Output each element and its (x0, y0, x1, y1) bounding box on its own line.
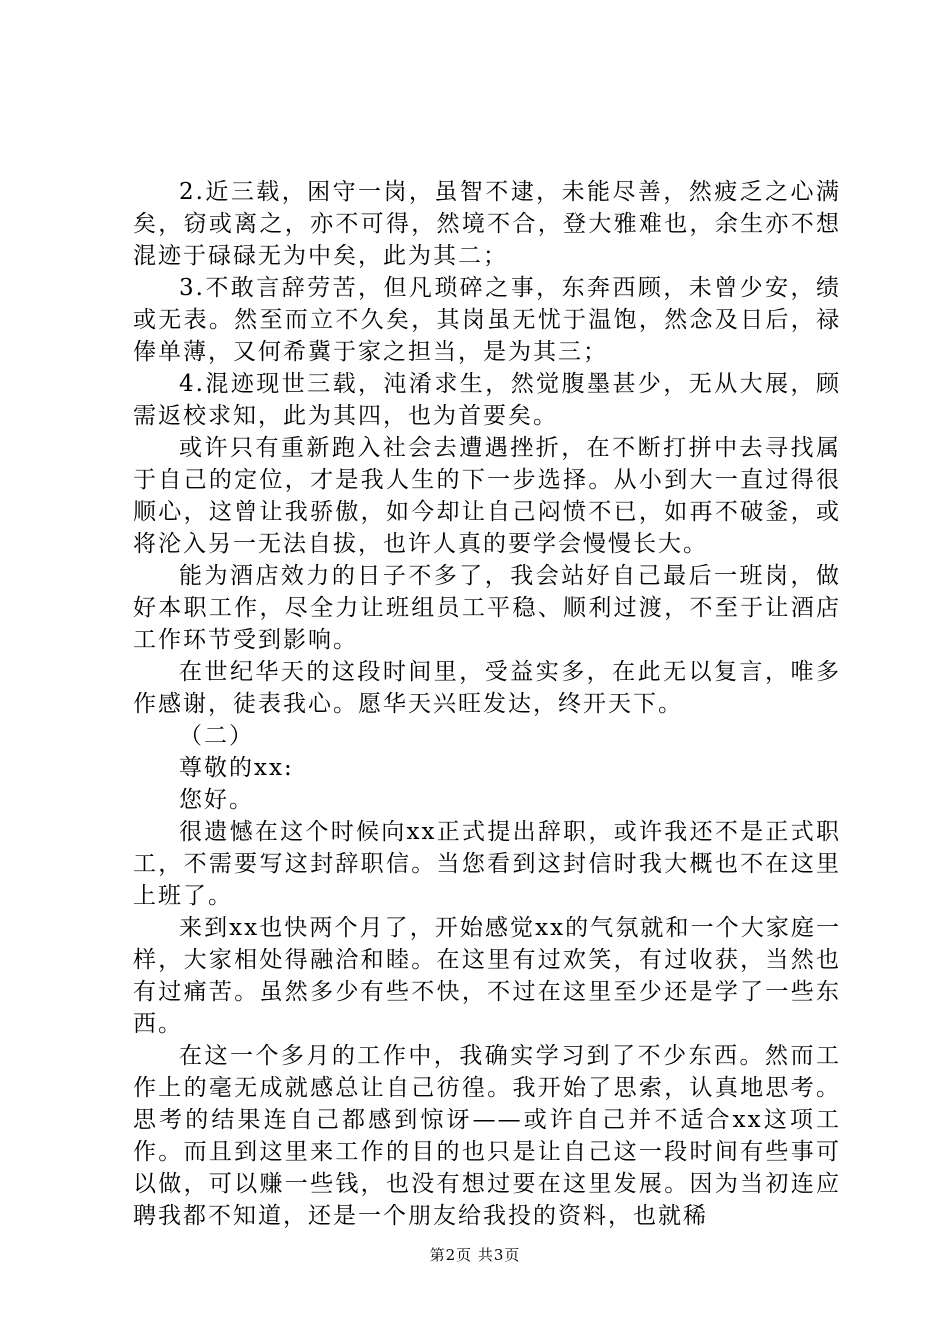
paragraph-resignation: 很遗憾在这个时候向xx正式提出辞职，或许我还不是正式职工，不需要写这封辞职信。当您看到这封信时我大概也不在这里上班了。 (133, 819, 841, 909)
letter-salutation: 尊敬的xx: (179, 755, 294, 781)
paragraph-next-step: 或许只有重新跑入社会去遭遇挫折，在不断打拼中去寻找属于自己的定位，才是我人生的下一步选择。从小到大一直过得很顺心，这曾让我骄傲，如今却让自己闷愤不已，如再不破釜，或将沦入另一无法自拔，也许人真的要学会慢慢长大。 (133, 435, 841, 557)
document-body (133, 176, 841, 1232)
letter-greeting: 您好。 (179, 787, 254, 813)
page-number-footer: 第2页 共3页 (429, 1246, 521, 1264)
paragraph-two-months: 来到xx也快两个月了，开始感觉xx的气氛就和一个大家庭一样，大家相处得融洽和睦。在这里有过欢笑，有过收获，当然也有过痛苦。虽然多少有些不快，不过在这里至少还是学了一些东西。 (133, 915, 841, 1037)
paragraph-reason-4: 4.混迹现世三载，沌淆求生，然觉腹墨甚少，无从大展，顾需返校求知，此为其四，也为首要矣。 (133, 371, 841, 429)
paragraph-reason-3: 3.不敢言辞劳苦，但凡琐碎之事，东奔西顾，未曾少安，绩或无表。然至而立不久矣，其岗虽无忧于温饱，然念及日后，禄俸单薄，又何希冀于家之担当，是为其三； (133, 275, 841, 365)
paragraph-reason-2: 2.近三载，困守一岗，虽智不逮，未能尽善，然疲乏之心满矣，窃或离之，亦不可得，然境不合，登大雅难也，余生亦不想混迹于碌碌无为中矣，此为其二； (133, 179, 841, 269)
paragraph-last-shift: 能为酒店效力的日子不多了，我会站好自己最后一班岗，做好本职工作，尽全力让班组员工平稳、顺利过渡，不至于让酒店工作环节受到影响。 (133, 563, 841, 653)
paragraph-reflection: 在这一个多月的工作中，我确实学习到了不少东西。然而工作上的毫无成就感总让自己彷徨。我开始了思索，认真地思考。思考的结果连自己都感到惊讶——或许自己并不适合xx这项工作。而且到这里来工作的目的也只是让自己这一段时间有些事可以做，可以赚一些钱，也没有想过要在这里发展。因为当初连应聘我都不知道，还是一个朋友给我投的资料，也就稀 (133, 1043, 841, 1229)
section-heading-two: （二） (179, 723, 254, 749)
paragraph-thanks: 在世纪华天的这段时间里，受益实多，在此无以复言，唯多作感谢，徒表我心。愿华天兴旺发达，终开天下。 (133, 659, 841, 717)
